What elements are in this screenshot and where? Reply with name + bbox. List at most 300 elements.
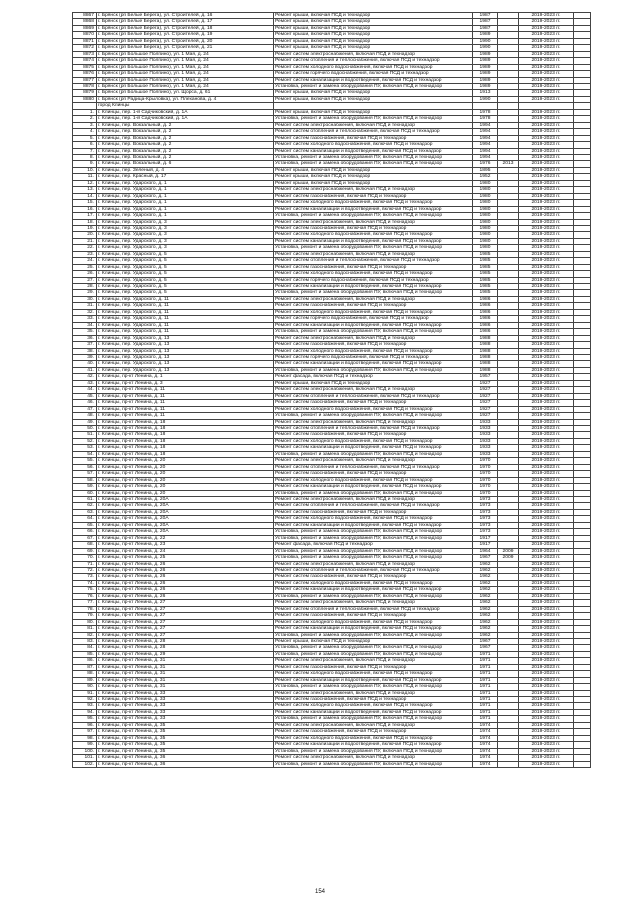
row-year-built: 1988: [473, 335, 498, 341]
row-year-built: 1933: [473, 426, 498, 432]
row-year-built: 1967: [473, 645, 498, 651]
row-number: 84.: [73, 645, 97, 651]
row-period: 2019-2023 гг.: [519, 116, 574, 122]
row-year-repair: 2009: [498, 548, 519, 554]
row-year-built: 1962: [473, 613, 498, 619]
row-address: г. Клинцы, пер. Вокзальный, д. 2: [97, 148, 274, 154]
row-work-type: Ремонт систем электроснабжения, включая ПСД и технадзор: [274, 496, 473, 502]
row-number: 61.: [73, 496, 97, 502]
row-work-type: Ремонт систем электроснабжения, включая ПСД и технадзор: [274, 335, 473, 341]
row-year-built: 1973: [473, 503, 498, 509]
row-number: 38.: [73, 348, 97, 354]
row-work-type: Ремонт систем электроснабжения, включая ПСД и технадзор: [274, 722, 473, 728]
row-work-type: Установка, ремонт и замена оборудования ПУ, включая ПСД и технадзор: [274, 632, 473, 638]
row-number: 50.: [73, 426, 97, 432]
row-address: г. Клинцы, пер. Ударского, д. 1: [97, 200, 274, 206]
row-period: 2019-2023 гг.: [519, 142, 574, 148]
row-number: 49.: [73, 419, 97, 425]
row-address: г. Брянск (рп Большое Полпино), ул. 1 Мая, д. 24: [97, 51, 274, 57]
row-year-built: 1987: [473, 19, 498, 25]
row-period: 2019-2023 гг.: [519, 703, 574, 709]
row-year-built: 1913: [473, 90, 498, 96]
row-work-type: Ремонт систем канализации и водоотведения, включая ПСД и технадзор: [274, 206, 473, 212]
row-period: 2019-2023 гг.: [519, 593, 574, 599]
row-address: г. Клинцы, пер. Ударского, д. 13: [97, 348, 274, 354]
row-work-type: Установка, ремонт и замена оборудования ПУ, включая ПСД и технадзор: [274, 548, 473, 554]
row-period: 2019-2023 гг.: [519, 367, 574, 373]
row-period: 2019-2023 гг.: [519, 542, 574, 548]
row-address: г. Клинцы, пер. Вокзальный, д. 2: [97, 122, 274, 128]
table-row: [73, 761, 591, 767]
row-address: г. Клинцы, пр-кт Ленина, д. 11: [97, 406, 274, 412]
row-address: г. Клинцы, пер. Красный, д. 17: [97, 174, 274, 180]
row-address: г. Клинцы, пр-кт Ленина, д. 24: [97, 548, 274, 554]
row-year-built: 1990: [473, 38, 498, 44]
row-year-built: 1895: [473, 167, 498, 173]
row-year-built: 1980: [473, 245, 498, 251]
row-work-type: Ремонт систем холодного водоснабжения, включая ПСД и технадзор: [274, 271, 473, 277]
row-address: г. Клинцы, пр-кт Ленина, д. 20А: [97, 503, 274, 509]
row-period: 2019-2023 гг.: [519, 374, 574, 380]
row-number: 73.: [73, 574, 97, 580]
row-year-built: 1971: [473, 664, 498, 670]
row-work-type: Ремонт систем электроснабжения, включая ПСД и технадзор: [274, 219, 473, 225]
row-year-built: 1980: [473, 180, 498, 186]
row-work-type: Ремонт систем газоснабжения, включая ПСД и технадзор: [274, 303, 473, 309]
row-address: г. Клинцы, пр-кт Ленина, д. 31: [97, 684, 274, 690]
row-work-type: Ремонт крыши, включая ПСД и технадзор: [274, 25, 473, 31]
row-address: г. Клинцы, пр-кт Ленина, д. 35: [97, 735, 274, 741]
row-address: г. Брянск (рп Белые Берега), ул. Строителей, д. 18: [97, 25, 274, 31]
row-work-type: Ремонт систем отопления и теплоснабжения, включая ПСД и технадзор: [274, 58, 473, 64]
row-number: 52.: [73, 438, 97, 444]
row-year-built: 1980: [473, 187, 498, 193]
row-number: 92.: [73, 697, 97, 703]
row-work-type: Ремонт систем газоснабжения, включая ПСД и технадзор: [274, 729, 473, 735]
row-address: г. Клинцы, пр-кт Ленина, д. 18: [97, 432, 274, 438]
row-number: 25.: [73, 264, 97, 270]
row-address: г. Клинцы, пр-кт Ленина, д. 20: [97, 477, 274, 483]
row-number: 86.: [73, 658, 97, 664]
row-work-type: Ремонт систем канализации и водоотведения, включая ПСД и технадзор: [274, 361, 473, 367]
row-address: г. Клинцы, пр-кт Ленина, д. 20А: [97, 516, 274, 522]
row-work-type: Ремонт систем отопления и теплоснабжения, включая ПСД и технадзор: [274, 393, 473, 399]
row-address: г. Брянск (рп Большое Полпино), ул. 1 Мая, д. 24: [97, 64, 274, 70]
table-body: [73, 13, 591, 768]
row-year-built: 1971: [473, 684, 498, 690]
row-year-built: 1927: [473, 413, 498, 419]
row-work-type: Ремонт систем газоснабжения, включая ПСД и технадзор: [274, 225, 473, 231]
row-number: 75.: [73, 587, 97, 593]
row-address: г. Брянск (рп Радица-Крыловка), ул. Плеханова, д. 4: [97, 96, 274, 102]
table-row: [73, 548, 591, 554]
row-year-repair: [498, 761, 519, 767]
row-address: г. Клинцы, пр-кт Ленина, д. 31: [97, 664, 274, 670]
row-address: г. Клинцы, пер. Вокзальный, д. 2: [97, 129, 274, 135]
row-year-built: 1962: [473, 593, 498, 599]
row-number: 1.: [73, 109, 97, 115]
row-work-type: Ремонт систем отопления и теплоснабжения, включая ПСД и технадзор: [274, 503, 473, 509]
row-year-built: 1973: [473, 522, 498, 528]
row-address: г. Клинцы, пер. Ударского, д. 13: [97, 342, 274, 348]
row-period: 2019-2023 гг.: [519, 213, 574, 219]
row-work-type: Ремонт систем электроснабжения, включая ПСД и технадзор: [274, 600, 473, 606]
row-period: 2019-2023 гг.: [519, 477, 574, 483]
row-address: г. Клинцы, пер. Ударского, д. 3: [97, 225, 274, 231]
row-year-built: 1971: [473, 658, 498, 664]
row-address: г. Клинцы, пр-кт Ленина, д. 35: [97, 742, 274, 748]
row-period: 2019-2023 гг.: [519, 225, 574, 231]
row-address: г. Брянск (рп Белые Берега), ул. Строителей, д. 19: [97, 32, 274, 38]
row-year-built: 1985: [473, 290, 498, 296]
row-period: 2019-2023 гг.: [519, 277, 574, 283]
row-year-built: 1964: [473, 548, 498, 554]
row-number: 32.: [73, 309, 97, 315]
row-work-type: Установка, ремонт и замена оборудования ПУ, включая ПСД и технадзор: [274, 290, 473, 296]
row-number: 9.: [73, 161, 97, 167]
row-work-type: Ремонт систем канализации и водоотведения, включая ПСД и технадзор: [274, 626, 473, 632]
row-period: 2019-2023 гг.: [519, 174, 574, 180]
row-work-type: Установка, ремонт и замена оборудования ПУ, включая ПСД и технадзор: [274, 213, 473, 219]
row-number: 2.: [73, 116, 97, 122]
row-number: 35.: [73, 329, 97, 335]
row-address: г. Клинцы, пр-кт Ленина, д. 20А: [97, 509, 274, 515]
row-year-built: 1985: [473, 284, 498, 290]
row-period: 2019-2023 гг.: [519, 284, 574, 290]
row-year-built: 1986: [473, 309, 498, 315]
row-number: 23.: [73, 251, 97, 257]
row-work-type: Ремонт систем горячего водоснабжения, включая ПСД и технадзор: [274, 71, 473, 77]
row-address: г. Клинцы, пр-кт Ленина, д. 25: [97, 555, 274, 561]
row-work-type: Ремонт систем холодного водоснабжения, включая ПСД и технадзор: [274, 142, 473, 148]
row-address: г. Клинцы, пр-кт Ленина, д. 27: [97, 606, 274, 612]
row-work-type: Установка, ремонт и замена оборудования ПУ, включая ПСД и технадзор: [274, 116, 473, 122]
row-address: г. Клинцы, пр-кт Ленина, д. 35: [97, 722, 274, 728]
row-period: 2019-2023 гг.: [519, 38, 574, 44]
row-year-built: 1962: [473, 567, 498, 573]
row-work-type: Ремонт систем электроснабжения, включая ПСД и технадзор: [274, 458, 473, 464]
table-row: [73, 555, 591, 561]
row-year-built: 1962: [473, 632, 498, 638]
row-number: 5.: [73, 135, 97, 141]
row-year-built: 1970: [473, 458, 498, 464]
row-year-built: 1987: [473, 25, 498, 31]
row-year-built: 1980: [473, 206, 498, 212]
row-period: 2019-2023 гг.: [519, 535, 574, 541]
row-address: г. Клинцы, пер. Ударского, д. 11: [97, 322, 274, 328]
row-period: 2019-2023 гг.: [519, 380, 574, 386]
row-period: 2019-2023 гг.: [519, 555, 574, 561]
row-work-type: Ремонт фасада, включая ПСД и технадзор: [274, 374, 473, 380]
row-period: 2019-2023 гг.: [519, 400, 574, 406]
row-period: 2019-2023 гг.: [519, 632, 574, 638]
row-work-type: Ремонт систем холодного водоснабжения, включая ПСД и технадзор: [274, 703, 473, 709]
row-number: 45.: [73, 393, 97, 399]
row-number: 81.: [73, 626, 97, 632]
row-period: 2019-2023 гг.: [519, 25, 574, 31]
row-year-built: 1986: [473, 329, 498, 335]
row-year-built: 1971: [473, 690, 498, 696]
row-number: 26.: [73, 271, 97, 277]
row-year-built: 1980: [473, 200, 498, 206]
document-page: [72, 12, 582, 768]
row-number: 12.: [73, 180, 97, 186]
row-work-type: Ремонт систем газоснабжения, включая ПСД и технадзор: [274, 342, 473, 348]
row-year-built: 1974: [473, 761, 498, 767]
row-number: 4.: [73, 129, 97, 135]
row-year-built: 1974: [473, 755, 498, 761]
row-year-built: 1989: [473, 83, 498, 89]
row-work-type: Ремонт систем холодного водоснабжения, включая ПСД и технадзор: [274, 516, 473, 522]
row-address: г. Клинцы, пр-кт Ленина, д. 28: [97, 645, 274, 651]
row-address: г. Клинцы, пер. Ударского, д. 1: [97, 193, 274, 199]
row-work-type: Ремонт систем горячего водоснабжения, включая ПСД и технадзор: [274, 316, 473, 322]
row-work-type: Ремонт систем холодного водоснабжения, включая ПСД и технадзор: [274, 406, 473, 412]
row-period: 2019-2023 гг.: [519, 658, 574, 664]
row-number: 60.: [73, 490, 97, 496]
row-year-built: 1962: [473, 574, 498, 580]
row-address: г. Клинцы, пер. Ударского, д. 5: [97, 284, 274, 290]
row-period: 2019-2023 гг.: [519, 245, 574, 251]
row-year-built: 1988: [473, 367, 498, 373]
row-number: 88.: [73, 671, 97, 677]
row-number: 96.: [73, 722, 97, 728]
row-work-type: Ремонт крыши, включая ПСД и технадзор: [274, 96, 473, 102]
row-year-built: 1974: [473, 735, 498, 741]
row-work-type: Установка, ремонт и замена оборудования ПУ, включая ПСД и технадзор: [274, 535, 473, 541]
row-work-type: Ремонт систем газоснабжения, включая ПСД и технадзор: [274, 135, 473, 141]
row-work-type: Ремонт систем холодного водоснабжения, включая ПСД и технадзор: [274, 64, 473, 70]
row-number: 102.: [73, 761, 97, 767]
row-address: г. Клинцы, пр-кт Ленина, д. 27: [97, 613, 274, 619]
row-address: г. Клинцы, пр-кт Ленина, д. 27: [97, 626, 274, 632]
row-work-type: Ремонт крыши, включая ПСД и технадзор: [274, 32, 473, 38]
row-period: 2019-2023 гг.: [519, 490, 574, 496]
row-number: 41.: [73, 367, 97, 373]
row-address: г. Клинцы, пр-кт Ленина, д. 27: [97, 632, 274, 638]
row-work-type: Ремонт систем горячего водоснабжения, включая ПСД и технадзор: [274, 355, 473, 361]
row-period: 2019-2023 гг.: [519, 684, 574, 690]
row-number: 8877: [73, 77, 97, 83]
row-work-type: Ремонт систем отопления и теплоснабжения, включая ПСД и технадзор: [274, 129, 473, 135]
row-work-type: Установка, ремонт и замена оборудования ПУ, включая ПСД и технадзор: [274, 154, 473, 160]
row-period: 2019-2023 гг.: [519, 645, 574, 651]
row-address: г. Брянск (рп Большое Полпино), ул. 1 Мая, д. 24: [97, 83, 274, 89]
row-number: 8870: [73, 32, 97, 38]
row-number: 56.: [73, 464, 97, 470]
row-number: 59.: [73, 484, 97, 490]
row-work-type: Ремонт систем холодного водоснабжения, включая ПСД и технадзор: [274, 348, 473, 354]
row-year-built: 1986: [473, 322, 498, 328]
row-address: г. Клинцы, пр-кт Ленина, д. 18: [97, 445, 274, 451]
row-number: 8871: [73, 38, 97, 44]
row-year-built: 1989: [473, 32, 498, 38]
row-number: 64.: [73, 516, 97, 522]
row-year-built: 1986: [473, 303, 498, 309]
row-period: 2019-2023 гг.: [519, 238, 574, 244]
row-period: 2019-2023 гг.: [519, 735, 574, 741]
row-year-built: 1978: [473, 109, 498, 115]
row-work-type: Ремонт систем горячего водоснабжения, включая ПСД и технадзор: [274, 277, 473, 283]
row-work-type: Ремонт систем газоснабжения, включая ПСД и технадзор: [274, 509, 473, 515]
row-number: 46.: [73, 400, 97, 406]
row-period: 2019-2023 гг.: [519, 458, 574, 464]
row-number: 99.: [73, 742, 97, 748]
row-address: г. Клинцы, пер. Ударского, д. 1: [97, 187, 274, 193]
row-year-built: 1933: [473, 432, 498, 438]
row-address: г. Клинцы, пр-кт Ленина, д. 27: [97, 619, 274, 625]
row-number: 72.: [73, 567, 97, 573]
row-year-built: 1957: [473, 374, 498, 380]
row-address: г. Клинцы, пр-кт Ленина, д. 26: [97, 580, 274, 586]
row-work-type: Ремонт систем электроснабжения, включая ПСД и технадзор: [274, 51, 473, 57]
row-work-type: Ремонт крыши, включая ПСД и технадзор: [274, 380, 473, 386]
row-period: 2019-2023 гг.: [519, 729, 574, 735]
row-address: г. Клинцы, пр-кт Ленина, д. 31: [97, 677, 274, 683]
row-year-built: 1985: [473, 264, 498, 270]
row-address: г. Клинцы, пер. 1-й Садчиковский, д. 1А: [97, 116, 274, 122]
row-address: г. Клинцы, пр-кт Ленина, д. 18: [97, 438, 274, 444]
row-number: 6.: [73, 142, 97, 148]
row-address: г. Клинцы, пер. Ударского, д. 13: [97, 361, 274, 367]
row-work-type: Ремонт систем канализации и водоотведения, включая ПСД и технадзор: [274, 238, 473, 244]
row-period: 2019-2023 гг.: [519, 135, 574, 141]
row-work-type: Ремонт систем электроснабжения, включая ПСД и технадзор: [274, 122, 473, 128]
row-year-built: 1933: [473, 419, 498, 425]
row-period: 2019-2023 гг.: [519, 71, 574, 77]
row-year-built: 1989: [473, 77, 498, 83]
row-work-type: Ремонт крыши, включая ПСД и технадзор: [274, 13, 473, 19]
row-number: 77.: [73, 600, 97, 606]
row-year-built: 1927: [473, 406, 498, 412]
row-work-type: Ремонт систем газоснабжения, включая ПСД и технадзор: [274, 613, 473, 619]
row-year-built: 1970: [473, 490, 498, 496]
row-number: 14.: [73, 193, 97, 199]
row-year-built: 1990: [473, 96, 498, 102]
row-address: г. Брянск (рп Белые Берега), ул. Строителей, д. 16: [97, 13, 274, 19]
row-year-built: 1994: [473, 142, 498, 148]
row-period: 2019-2023 гг.: [519, 471, 574, 477]
row-number: 85.: [73, 651, 97, 657]
row-year-built: 1927: [473, 400, 498, 406]
row-period: 2019-2023 гг.: [519, 251, 574, 257]
row-address: г. Клинцы, пер. Зеленый, д. 4: [97, 167, 274, 173]
row-work-type: Ремонт систем газоснабжения, включая ПСД и технадзор: [274, 400, 473, 406]
row-work-type: Ремонт систем отопления и теплоснабжения, включая ПСД и технадзор: [274, 426, 473, 432]
row-year-built: 1986: [473, 296, 498, 302]
row-address: г. Клинцы, пер. Вокзальный, д. 2: [97, 135, 274, 141]
row-number: 71.: [73, 561, 97, 567]
row-number: 101.: [73, 755, 97, 761]
row-period: 2019-2023 гг.: [519, 748, 574, 754]
row-number: 87.: [73, 664, 97, 670]
row-address: г. Клинцы, пер. Ударского, д. 5: [97, 290, 274, 296]
row-address: г. Брянск (рп Большое Полпино), ул. 1 Мая, д. 24: [97, 71, 274, 77]
row-number: 65.: [73, 522, 97, 528]
row-work-type: Ремонт систем холодного водоснабжения, включая ПСД и технадзор: [274, 200, 473, 206]
row-address: г. Клинцы, пр-кт Ленина, д. 18: [97, 426, 274, 432]
row-year-built: 1988: [473, 342, 498, 348]
row-period: 2019-2023 гг.: [519, 626, 574, 632]
row-period: 2019-2023 гг.: [519, 200, 574, 206]
row-year-built: 1971: [473, 651, 498, 657]
row-number: 11.: [73, 174, 97, 180]
row-period: 2019-2023 гг.: [519, 522, 574, 528]
row-period: 2019-2023 гг.: [519, 77, 574, 83]
row-period: 2019-2023 гг.: [519, 322, 574, 328]
row-address: г. Клинцы, пер. Ударского, д. 1: [97, 180, 274, 186]
row-year-built: 1970: [473, 484, 498, 490]
capital-repair-table: [72, 12, 591, 768]
row-year-built: 1970: [473, 464, 498, 470]
row-period: 2019-2023 гг.: [519, 484, 574, 490]
row-number: 58.: [73, 477, 97, 483]
row-work-type: Ремонт систем электроснабжения, включая ПСД и технадзор: [274, 296, 473, 302]
row-address: г. Клинцы, пер. Ударского, д. 1: [97, 206, 274, 212]
row-work-type: Установка, ремонт и замена оборудования ПУ, включая ПСД и технадзор: [274, 413, 473, 419]
row-period: 2019-2023 гг.: [519, 587, 574, 593]
row-work-type: Установка, ремонт и замена оборудования ПУ, включая ПСД и технадзор: [274, 716, 473, 722]
row-period: 2019-2023 гг.: [519, 413, 574, 419]
row-year-built: 1962: [473, 587, 498, 593]
row-work-type: Ремонт систем канализации и водоотведения, включая ПСД и технадзор: [274, 322, 473, 328]
row-address: г. Клинцы, пр-кт Ленина, д. 35: [97, 748, 274, 754]
row-period: 2019-2023 гг.: [519, 90, 574, 96]
row-address: г. Клинцы, пр-кт Ленина, д. 35: [97, 729, 274, 735]
row-period: 2019-2023 гг.: [519, 445, 574, 451]
row-number: 98.: [73, 735, 97, 741]
row-address: г. Клинцы, пер. Ударского, д. 5: [97, 271, 274, 277]
row-year-built: 1967: [473, 555, 498, 561]
row-work-type: Ремонт систем газоснабжения, включая ПСД и технадзор: [274, 264, 473, 270]
row-period: 2019-2023 гг.: [519, 426, 574, 432]
row-address: г. Клинцы, пр-кт Ленина, д. 33: [97, 709, 274, 715]
row-number: 8.: [73, 154, 97, 160]
row-work-type: Ремонт крыши, включая ПСД и технадзор: [274, 45, 473, 51]
row-number: 78.: [73, 606, 97, 612]
row-period: 2019-2023 гг.: [519, 464, 574, 470]
row-number: 16.: [73, 206, 97, 212]
row-number: 93.: [73, 703, 97, 709]
row-work-type: Установка, ремонт и замена оборудования ПУ, включая ПСД и технадзор: [274, 684, 473, 690]
row-year-built: 1927: [473, 393, 498, 399]
row-address: г. Клинцы, пр-кт Ленина, д. 27: [97, 600, 274, 606]
row-year-built: 1985: [473, 258, 498, 264]
row-period: 2019-2023 гг.: [519, 348, 574, 354]
row-number: 100.: [73, 748, 97, 754]
row-address: г. Клинцы, пр-кт Ленина, д. 36: [97, 755, 274, 761]
row-number: 15.: [73, 200, 97, 206]
row-address: г. Клинцы, пр-кт Ленина, д. 33: [97, 697, 274, 703]
row-address: г. Клинцы, пр-кт Ленина, д. 11: [97, 400, 274, 406]
row-number: 70.: [73, 555, 97, 561]
row-period: 2019-2023 гг.: [519, 561, 574, 567]
row-period: 2019-2023 гг.: [519, 148, 574, 154]
row-period: 2019-2023 гг.: [519, 503, 574, 509]
row-work-type: Установка, ремонт и замена оборудования ПУ, включая ПСД и технадзор: [274, 83, 473, 89]
row-period: 2019-2023 гг.: [519, 129, 574, 135]
row-work-type: Ремонт систем отопления и теплоснабжения, включая ПСД и технадзор: [274, 464, 473, 470]
row-number: 97.: [73, 729, 97, 735]
row-period: 2019-2023 гг.: [519, 677, 574, 683]
row-period: 2019-2023 гг.: [519, 342, 574, 348]
table-row: [73, 161, 591, 167]
row-year-built: 1980: [473, 213, 498, 219]
row-number: 40.: [73, 361, 97, 367]
row-period: 2019-2023 гг.: [519, 355, 574, 361]
row-work-type: Установка, ремонт и замена оборудования ПУ, включая ПСД и технадзор: [274, 645, 473, 651]
row-period: 2019-2023 гг.: [519, 651, 574, 657]
